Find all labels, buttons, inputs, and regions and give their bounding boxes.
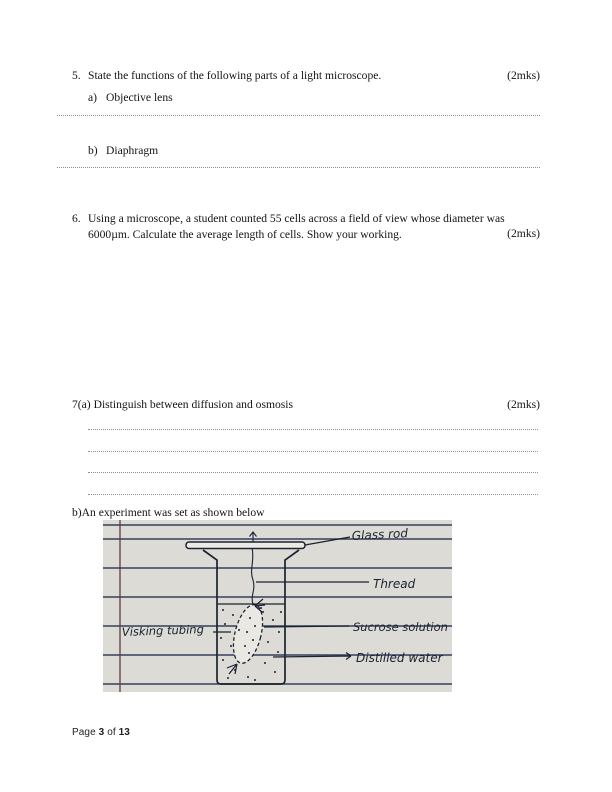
answer-line-5b	[57, 167, 540, 168]
question-6-marks: (2mks)	[507, 227, 540, 240]
question-6-text-line1: Using a microscope, a student counted 55 cells across a field of view whose diameter was	[88, 212, 505, 225]
answer-line-5a	[57, 115, 540, 116]
question-5b	[88, 143, 158, 158]
answer-line-7a-1	[88, 429, 538, 430]
answer-line-7a-4	[88, 494, 538, 495]
question-7b	[72, 505, 265, 520]
question-7a	[72, 397, 293, 412]
footer-prefix: Page	[72, 727, 99, 738]
answer-line-7a-2	[88, 451, 538, 452]
question-5a	[88, 90, 173, 105]
question-6-number: 6.	[72, 212, 81, 225]
question-6-text-line2: 6000µm. Calculate the average length of cells. Show your working.	[88, 227, 402, 241]
question-5a-label: a)	[88, 91, 98, 104]
footer-page-number: 3	[98, 727, 105, 738]
question-7a-text: Distinguish between diffusion and osmosis	[90, 398, 294, 411]
question-6	[88, 211, 548, 242]
question-7b-text: An experiment was set as shown below	[81, 506, 265, 519]
sucrose-solution-label: Sucrose solution	[353, 620, 448, 634]
question-5a-text: Objective lens	[106, 91, 173, 104]
footer-middle: of	[104, 727, 119, 738]
thread-label: Thread	[373, 577, 416, 591]
footer-total-pages: 13	[118, 727, 130, 738]
question-5-number: 5.	[72, 69, 81, 82]
question-7a-marks: (2mks)	[507, 398, 540, 411]
page-footer	[72, 727, 130, 738]
experiment-diagram-photo	[103, 520, 452, 692]
question-5	[72, 68, 381, 83]
question-7b-label: b)	[72, 506, 82, 519]
question-5b-label: b)	[88, 144, 98, 157]
question-5b-text: Diaphragm	[106, 144, 159, 157]
question-5-text: State the functions of the following parts of a light microscope.	[88, 69, 382, 82]
glass-rod-label: Glass rod	[351, 526, 409, 543]
visking-tubing-label: Visking tubing	[121, 622, 205, 639]
question-5-marks: (2mks)	[507, 69, 540, 82]
distilled-water-label: Distilled water	[356, 651, 443, 665]
answer-line-7a-3	[88, 472, 538, 473]
question-7a-label: 7(a)	[72, 398, 91, 411]
